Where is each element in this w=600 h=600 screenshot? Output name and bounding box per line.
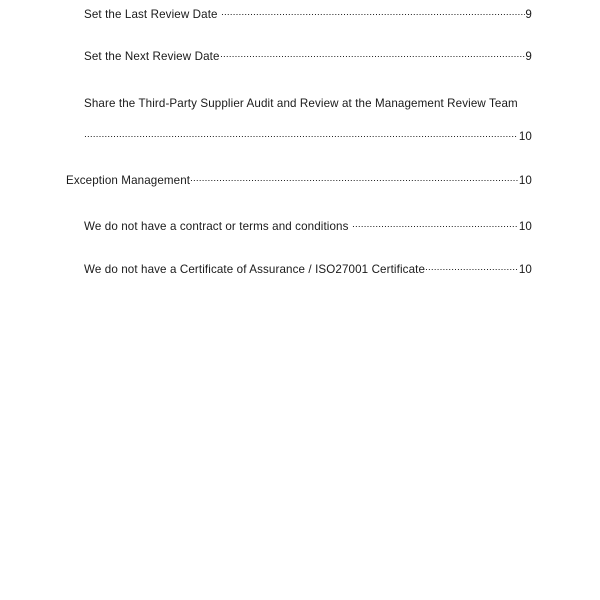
toc-entry-line <box>84 218 532 234</box>
toc-entry-line <box>66 172 532 188</box>
toc-entry-title: Exception Management <box>66 173 191 187</box>
toc-entry[interactable] <box>84 261 532 277</box>
toc-entry-line <box>84 261 532 277</box>
toc-dot-leader <box>190 172 518 184</box>
toc-entry-title: Set the Next Review Date <box>84 49 220 63</box>
toc-page-number: 10 <box>518 262 532 276</box>
toc-dot-leader <box>425 261 518 273</box>
toc-page-number: 9 <box>525 7 532 21</box>
toc-page-number: 10 <box>518 219 532 233</box>
toc-page-number: 9 <box>525 49 532 63</box>
toc-page-number: 10 <box>518 129 532 143</box>
toc-entry[interactable] <box>84 48 532 64</box>
toc-dot-leader <box>352 218 518 230</box>
toc-entry[interactable] <box>84 96 532 111</box>
toc-dot-leader <box>84 128 518 140</box>
toc-entry[interactable] <box>66 172 532 188</box>
toc-entry-line <box>84 96 532 111</box>
toc-dot-leader <box>221 6 525 18</box>
toc-entry-line <box>84 6 532 22</box>
toc-entry-title: Share the Third-Party Supplier Audit and Review at the Management Review Team <box>84 97 518 110</box>
toc-entry-wrap[interactable] <box>84 128 532 144</box>
toc-entry[interactable] <box>84 6 532 22</box>
toc-entry-title: We do not have a Certificate of Assurance / ISO27001 Certificate <box>84 262 426 276</box>
toc-dot-leader <box>220 48 525 60</box>
toc-page-number: 10 <box>518 173 532 187</box>
toc-entry-title: Set the Last Review Date <box>84 7 221 21</box>
toc-entry-line <box>84 128 532 144</box>
toc-entry-line <box>84 48 532 64</box>
toc-entry[interactable] <box>84 218 532 234</box>
toc-entry-title: We do not have a contract or terms and conditions <box>84 219 352 233</box>
